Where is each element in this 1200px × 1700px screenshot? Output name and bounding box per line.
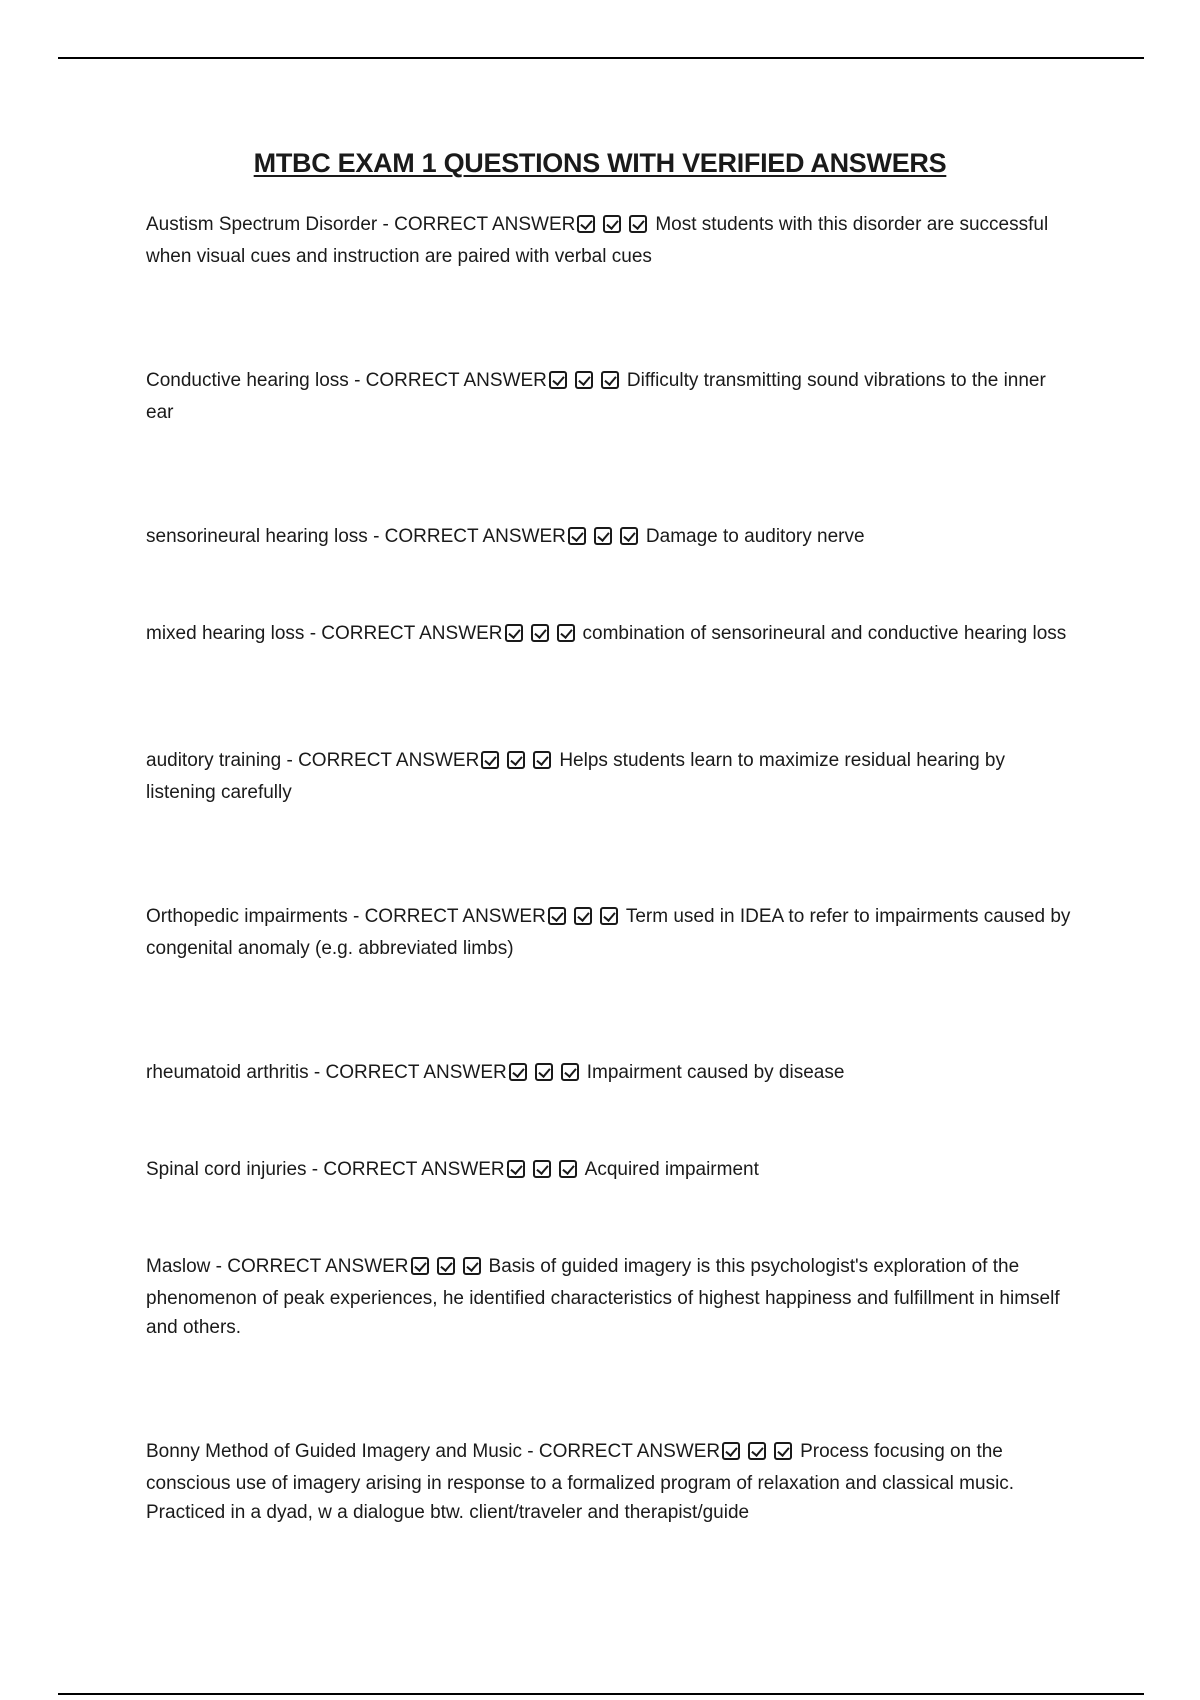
checkbox-check-icon xyxy=(437,1257,455,1275)
page-title: MTBC EXAM 1 QUESTIONS WITH VERIFIED ANSWERS xyxy=(253,148,947,178)
checkbox-check-icon xyxy=(507,1160,525,1178)
check-icons xyxy=(409,1255,489,1284)
entry-separator: - CORRECT ANSWER xyxy=(304,623,503,644)
entry-answer: Helps students learn to maximize residual hearing by listening carefully xyxy=(146,750,1005,803)
entry-separator: - CORRECT ANSWER xyxy=(308,1062,507,1083)
checkbox-check-icon xyxy=(748,1442,766,1460)
check-icons xyxy=(566,525,646,554)
entry-term: Conductive hearing loss xyxy=(146,370,349,391)
qa-entry-orthopedic-impairments xyxy=(146,902,1076,963)
checkbox-check-icon xyxy=(600,907,618,925)
entry-separator: - CORRECT ANSWER xyxy=(521,1441,721,1462)
entry-separator: - CORRECT ANSWER xyxy=(348,370,547,391)
checkbox-check-icon xyxy=(507,751,525,769)
checkbox-check-icon xyxy=(557,624,575,642)
checkbox-check-icon xyxy=(594,527,612,545)
checkbox-check-icon xyxy=(481,751,499,769)
checkbox-check-icon xyxy=(601,371,619,389)
checkbox-check-icon xyxy=(535,1063,553,1081)
entry-answer: Basis of guided imagery is this psychologist's exploration of the phenomenon of peak experiences, he identified characteristics of highest happiness and fulfillment in himself and others. xyxy=(146,1256,1060,1338)
check-icons xyxy=(503,622,583,651)
qa-entry-auditory-training xyxy=(146,746,1076,807)
entry-separator: - CORRECT ANSWER xyxy=(210,1256,409,1277)
entry-answer: Difficulty transmitting sound vibrations to the inner ear xyxy=(146,370,1046,423)
checkbox-check-icon xyxy=(722,1442,740,1460)
entry-answer: Most students with this disorder are successful when visual cues and instruction are paired with verbal cues xyxy=(146,214,1049,267)
qa-list xyxy=(146,210,1076,1622)
entry-separator: - CORRECT ANSWER xyxy=(306,1159,505,1180)
checkbox-check-icon xyxy=(548,907,566,925)
checkbox-check-icon xyxy=(774,1442,792,1460)
qa-entry-mixed-hearing-loss xyxy=(146,619,1076,651)
entry-term: Bonny Method of Guided Imagery and Music xyxy=(146,1441,522,1462)
qa-entry-sensorineural-hearing-loss xyxy=(146,522,1076,554)
qa-entry-bonny-method xyxy=(146,1437,1076,1527)
checkbox-check-icon xyxy=(620,527,638,545)
entry-answer: Impairment caused by disease xyxy=(586,1062,845,1083)
qa-entry-conductive-hearing-loss xyxy=(146,366,1076,427)
entry-term: Orthopedic impairments xyxy=(146,906,348,927)
entry-term: Austism Spectrum Disorder xyxy=(146,214,378,235)
entry-separator: - CORRECT ANSWER xyxy=(347,906,546,927)
entry-term: Spinal cord injuries xyxy=(146,1159,307,1180)
entry-answer: Term used in IDEA to refer to impairments caused by congenital anomaly (e.g. abbreviated limbs) xyxy=(146,906,1071,959)
entry-answer: Damage to auditory nerve xyxy=(645,526,865,547)
checkbox-check-icon xyxy=(509,1063,527,1081)
qa-entry-autism xyxy=(146,210,1076,271)
qa-entry-spinal-cord-injuries xyxy=(146,1155,1076,1187)
qa-entry-rheumatoid-arthritis xyxy=(146,1058,1076,1090)
check-icons xyxy=(479,749,559,778)
checkbox-check-icon xyxy=(568,527,586,545)
entry-answer: Process focusing on the conscious use of imagery arising in response to a formalized program of relaxation and classical music. Practiced in a dyad, w a dialogue btw. client/traveler and therapist/guide xyxy=(146,1441,1015,1523)
entry-term: mixed hearing loss xyxy=(146,623,305,644)
checkbox-check-icon xyxy=(549,371,567,389)
check-icons xyxy=(507,1061,587,1090)
entry-term: rheumatoid arthritis xyxy=(146,1062,309,1083)
entry-term: Maslow xyxy=(146,1256,211,1277)
entry-term: sensorineural hearing loss xyxy=(146,526,368,547)
entry-separator: - CORRECT ANSWER xyxy=(367,526,566,547)
entry-term: auditory training xyxy=(146,750,282,771)
entry-separator: - CORRECT ANSWER xyxy=(281,750,480,771)
checkbox-check-icon xyxy=(561,1063,579,1081)
check-icons xyxy=(720,1440,800,1469)
check-icons xyxy=(575,213,655,242)
checkbox-check-icon xyxy=(574,907,592,925)
top-divider xyxy=(58,57,1144,59)
entry-answer: combination of sensorineural and conductive hearing loss xyxy=(582,623,1067,644)
checkbox-check-icon xyxy=(629,215,647,233)
check-icons xyxy=(505,1158,585,1187)
bottom-divider xyxy=(58,1693,1144,1695)
checkbox-check-icon xyxy=(559,1160,577,1178)
checkbox-check-icon xyxy=(575,371,593,389)
checkbox-check-icon xyxy=(505,624,523,642)
check-icons xyxy=(546,905,626,934)
qa-entry-maslow xyxy=(146,1252,1076,1342)
checkbox-check-icon xyxy=(533,751,551,769)
check-icons xyxy=(547,369,627,398)
entry-separator: - CORRECT ANSWER xyxy=(377,214,576,235)
checkbox-check-icon xyxy=(531,624,549,642)
checkbox-check-icon xyxy=(603,215,621,233)
checkbox-check-icon xyxy=(577,215,595,233)
checkbox-check-icon xyxy=(411,1257,429,1275)
entry-answer: Acquired impairment xyxy=(584,1159,759,1180)
checkbox-check-icon xyxy=(463,1257,481,1275)
checkbox-check-icon xyxy=(533,1160,551,1178)
